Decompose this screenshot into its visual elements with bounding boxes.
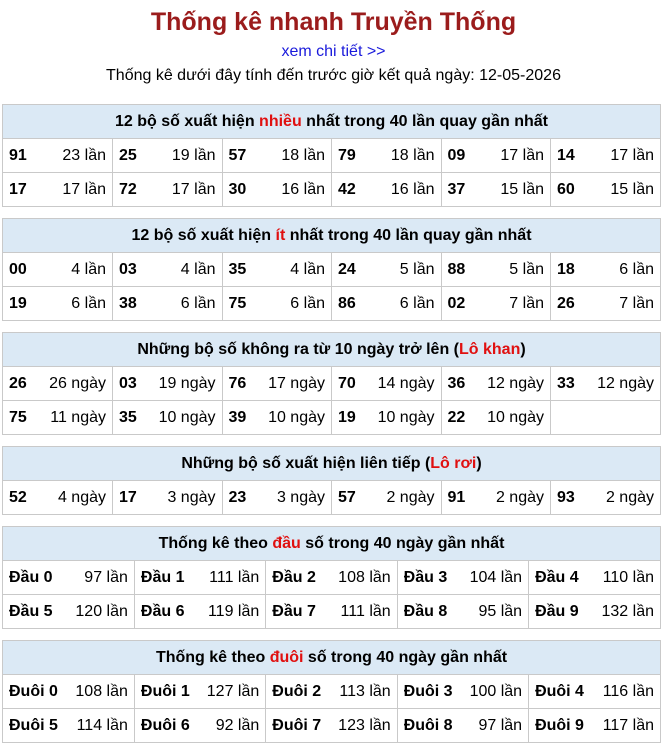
stat-cell [222,139,332,173]
stat-key: 57 [338,489,356,506]
stat-value: 26 ngày [49,375,106,392]
stat-cell [3,481,113,514]
stat-value: 4 lần [71,261,106,278]
stat-value: 108 lần [338,569,391,586]
stat-cell [551,367,661,401]
stat-cell [222,481,332,514]
stat-key: Đuôi 7 [272,717,322,734]
stat-key: Đuôi 3 [403,683,453,700]
section-title [3,447,660,481]
stat-value: 100 lần [469,683,523,700]
section-title-highlight: nhiều [259,113,302,130]
stat-value: 95 lần [478,603,523,620]
stat-cell [441,173,551,207]
stat-cell [113,139,223,173]
stat-value: 7 lần [509,295,544,312]
stat-key: 09 [447,147,466,164]
section-title [3,527,660,561]
stat-cell [397,561,528,595]
stat-key: 36 [447,375,466,392]
stat-cell [397,709,528,743]
stat-cell [134,595,265,629]
table-row [3,595,660,629]
stat-value: 16 lần [390,181,435,198]
stat-value: 18 lần [390,147,435,164]
section-title-highlight: ít [275,227,286,244]
stat-value: 6 lần [180,295,216,312]
stat-cell [266,561,397,595]
stat-value: 17 ngày [268,375,325,392]
stat-key: 91 [447,489,466,506]
stat-cell [266,675,397,709]
stat-value: 15 lần [500,181,544,198]
stat-value: 2 ngày [605,489,654,506]
lo-khan-section [2,332,661,435]
stat-key: 22 [447,409,466,426]
table-row [3,709,660,743]
stat-value: 108 lần [75,683,128,700]
stat-cell [222,253,332,287]
stat-key: 03 [119,261,137,278]
stat-cell [441,287,551,321]
least-frequent-section [2,218,661,321]
stat-key: Đầu 4 [535,569,579,586]
stat-key: 93 [557,489,575,506]
stat-cell [529,595,660,629]
stat-key: 26 [9,375,27,392]
stat-cell [113,173,223,207]
stat-cell [441,481,551,514]
stat-value: 11 ngày [50,409,106,426]
stat-cell [441,253,551,287]
stat-cell [222,173,332,207]
stat-key: 24 [338,261,356,278]
section-title-highlight: Lô rơi [430,455,477,472]
stat-cell [551,139,661,173]
stat-value: 12 ngày [597,375,654,392]
stat-value: 3 ngày [276,489,325,506]
stat-cell [266,709,397,743]
stat-cell [3,675,134,709]
stat-value: 114 lần [76,717,128,734]
section-title-text: ) [476,455,482,472]
section-title-text: Những bộ số không ra từ 10 ngày trở lên ( [137,341,459,358]
stat-value: 4 ngày [57,489,106,506]
stat-value: 3 ngày [167,489,216,506]
stat-value: 117 lần [602,717,654,734]
stat-key: 76 [228,375,247,392]
stat-cell [551,481,661,514]
section-title-text: 12 bộ số xuất hiện [131,227,276,244]
stat-key: 02 [447,295,466,312]
stat-key: 35 [119,409,137,426]
section-title [3,333,660,367]
stat-value: 17 lần [610,147,654,164]
stat-value: 119 lần [207,603,260,620]
stat-key: Đầu 3 [403,569,448,586]
stat-cell [529,561,660,595]
stat-cell [551,287,661,321]
stat-key: 14 [557,147,575,164]
section-title-text: 12 bộ số xuất hiện [115,113,260,130]
table-row [3,367,660,401]
stat-value: 10 ngày [377,409,435,426]
stats-table [3,675,660,742]
stat-value: 4 lần [180,261,216,278]
stat-cell [222,367,332,401]
stat-cell [3,709,134,743]
table-row [3,401,660,435]
section-title-text: nhất trong 40 lần quay gần nhất [285,227,532,244]
stat-key: Đầu 6 [140,603,185,620]
stat-key: 18 [557,261,575,278]
stat-key: 26 [557,295,575,312]
stat-cell [529,675,660,709]
stat-value: 111 lần [340,603,391,620]
stat-key: 60 [557,181,575,198]
stat-key: 03 [119,375,137,392]
stat-value: 123 lần [338,717,391,734]
stat-cell [113,287,223,321]
stat-cell [332,173,442,207]
stat-key: Đầu 5 [9,603,53,620]
stat-cell [3,561,134,595]
stat-key: 91 [9,147,27,164]
stat-cell [551,401,661,435]
table-row [3,561,660,595]
stat-value: 7 lần [619,295,654,312]
view-details-link[interactable]: xem chi tiết >> [281,43,386,60]
stat-value: 127 lần [206,683,260,700]
stat-value: 104 lần [469,569,523,586]
stats-table [3,481,660,514]
stat-value: 111 lần [209,569,260,586]
section-title-text: số trong 40 ngày gần nhất [300,535,505,552]
stat-cell [113,253,223,287]
stat-value: 18 lần [281,147,325,164]
stat-value: 6 lần [71,295,106,312]
stat-cell [3,401,113,435]
stat-cell [332,401,442,435]
stat-cell [441,367,551,401]
stat-key: 37 [447,181,466,198]
stats-table [3,561,660,628]
table-row [3,173,660,207]
stat-key: Đuôi 0 [9,683,58,700]
stat-value: 2 ngày [495,489,544,506]
table-row [3,253,660,287]
table-row [3,675,660,709]
stat-key: Đuôi 1 [140,683,190,700]
stat-value: 6 lần [399,295,435,312]
stat-cell [134,561,265,595]
stat-key: 72 [119,181,137,198]
section-title-text: Những bộ số xuất hiện liên tiếp ( [181,455,431,472]
stat-key: Đầu 0 [9,569,53,586]
stat-cell [529,709,660,743]
stat-key: 75 [228,295,247,312]
stat-value: 132 lần [601,603,654,620]
most-frequent-section [2,104,661,207]
stat-cell [397,675,528,709]
stat-key: Đuôi 8 [403,717,453,734]
section-title [3,219,660,253]
stat-value: 12 ngày [487,375,544,392]
lo-roi-section [2,446,661,515]
section-title-highlight: đầu [272,535,301,552]
section-title-text: Thống kê theo [155,649,270,666]
stat-cell [113,401,223,435]
stat-value: 5 lần [399,261,435,278]
stat-cell [3,287,113,321]
stat-cell [134,675,265,709]
stat-value: 14 ngày [377,375,435,392]
tail-digit-section [2,640,661,743]
table-row [3,287,660,321]
stat-cell [3,595,134,629]
stat-key: Đuôi 4 [535,683,584,700]
stat-cell [134,709,265,743]
stat-cell [3,367,113,401]
stat-cell [3,173,113,207]
stat-cell [266,595,397,629]
stat-value: 10 ngày [487,409,544,426]
stat-value: 120 lần [75,603,128,620]
head-digit-section [2,526,661,629]
stats-table [3,253,660,320]
stat-key: 33 [557,375,575,392]
section-title-text: nhất trong 40 lần quay gần nhất [301,113,548,130]
stat-value: 6 lần [290,295,325,312]
stat-value: 23 lần [62,147,106,164]
stat-key: 23 [228,489,247,506]
stat-key: 39 [228,409,247,426]
stat-cell [113,481,223,514]
section-title [3,641,660,675]
stat-value: 17 lần [500,147,544,164]
stat-cell [397,595,528,629]
stat-key: Đầu 7 [272,603,316,620]
stat-value: 2 ngày [386,489,435,506]
stat-key: Đuôi 2 [272,683,322,700]
stat-value: 10 ngày [158,409,216,426]
stat-value: 19 lần [171,147,216,164]
stat-key: 17 [119,489,137,506]
stat-value: 6 lần [619,261,654,278]
stat-cell [332,287,442,321]
stat-cell [332,253,442,287]
page-subtitle: Thống kê dưới đây tính đến trước giờ kết quả ngày: 12-05-2026 [106,67,561,84]
stat-cell [3,139,113,173]
stat-key: Đầu 2 [272,569,316,586]
stat-key: 19 [9,295,27,312]
stat-key: Đuôi 9 [535,717,584,734]
stat-key: 86 [338,295,356,312]
page-title: Thống kê nhanh Truyền Thống [150,8,517,36]
stat-key: 38 [119,295,137,312]
section-title-highlight: Lô khan [459,341,521,358]
stat-key: 17 [9,181,27,198]
stat-key: 42 [338,181,356,198]
section-title-text: ) [520,341,526,358]
stat-key: 00 [9,261,27,278]
stat-value: 16 lần [281,181,325,198]
stat-key: 57 [228,147,247,164]
stat-cell [332,481,442,514]
stats-table [3,139,660,206]
stat-key: Đuôi 5 [9,717,58,734]
stat-key: Đầu 8 [403,603,448,620]
stat-value: 92 lần [215,717,260,734]
stat-cell [222,401,332,435]
stats-table [3,367,660,434]
stat-value: 5 lần [509,261,544,278]
stat-value: 97 lần [84,569,128,586]
stat-cell [113,367,223,401]
stat-key: 75 [9,409,27,426]
stat-cell [332,367,442,401]
stat-value: 17 lần [62,181,106,198]
stat-value: 15 lần [610,181,654,198]
stat-cell [551,173,661,207]
stat-cell [441,139,551,173]
stat-cell [3,253,113,287]
stat-key: Đầu 1 [140,569,185,586]
stat-cell [222,287,332,321]
stat-value: 17 lần [171,181,216,198]
stat-value: 116 lần [602,683,654,700]
section-title-text: số trong 40 ngày gần nhất [303,649,508,666]
stat-key: 52 [9,489,27,506]
stat-key: 70 [338,375,356,392]
stat-key: Đuôi 6 [140,717,190,734]
stat-value: 4 lần [290,261,325,278]
stat-key: 35 [228,261,247,278]
stat-key: 19 [338,409,356,426]
stat-value: 97 lần [478,717,523,734]
section-title [3,105,660,139]
stat-key: 25 [119,147,137,164]
stat-value: 10 ngày [268,409,325,426]
stat-cell [441,401,551,435]
stat-cell [332,139,442,173]
stat-key: 88 [447,261,466,278]
stat-value: 110 lần [602,569,654,586]
table-row [3,481,660,514]
stat-key: 30 [228,181,247,198]
stat-value: 113 lần [339,683,391,700]
stat-value: 19 ngày [158,375,216,392]
section-title-highlight: đuôi [269,649,304,666]
section-title-text: Thống kê theo [158,535,273,552]
stat-cell [551,253,661,287]
table-row [3,139,660,173]
stat-key: Đầu 9 [535,603,579,620]
page-header [0,0,667,88]
stat-key: 79 [338,147,356,164]
